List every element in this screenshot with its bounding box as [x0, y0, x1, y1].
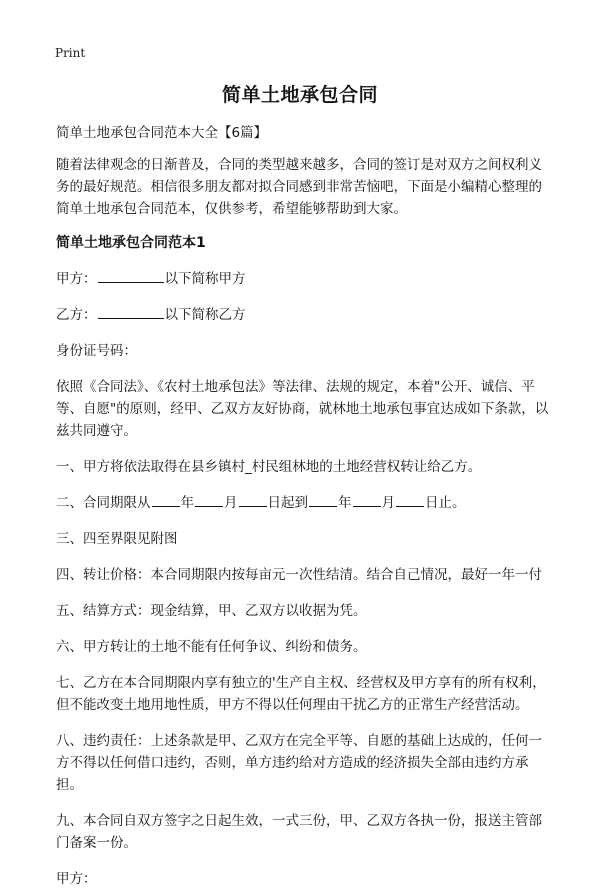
party-b-blank [98, 304, 164, 319]
start-year-blank [152, 492, 180, 507]
end-month-blank [353, 492, 381, 507]
party-a-suffix: 以下简称甲方 [164, 271, 246, 287]
section-heading: 简单土地承包合同范本1 [56, 235, 206, 251]
intro-paragraph: 随着法律观念的日渐普及，合同的类型越来越多，合同的签订是对双方之间权利义务的最好规范。相信很多朋友都对拟合同感到非常苦恼吧，下面是小编精心整理的简单土地承包合同范本，仅供参考，希望能够帮助到大家。 [56, 157, 542, 217]
end-year-blank [309, 492, 337, 507]
start-month-blank [195, 492, 223, 507]
end-day-label: 日止。 [425, 495, 466, 511]
party-b-suffix: 以下简称乙方 [164, 307, 246, 323]
document-subtitle: 简单土地承包合同范本大全【6篇】 [56, 125, 268, 141]
clause-4: 四、转让价格：本合同期限内按每亩元一次性结清。结合自己情况，最好一年一付 [56, 567, 542, 583]
clause-6: 六、甲方转让的土地不能有任何争议、纠纷和债务。 [56, 639, 367, 655]
clause-5: 五、结算方式：现金结算，甲、乙双方以收据为凭。 [56, 603, 367, 619]
end-month-label: 月 [381, 495, 395, 511]
party-a-line [56, 268, 552, 290]
page-title: 简单土地承包合同 [221, 84, 378, 106]
id-number-line: 身份证号码： [56, 343, 137, 359]
clause-3: 三、四至界限见附图 [56, 531, 178, 547]
preamble-paragraph: 依照《合同法》、《农村土地承包法》等法律、法规的规定，本着"公开、诚信、平等、自愿"的原则，经甲、乙双方友好协商，就林地土地承包事宜达成如下条款，以兹共同遵守。 [56, 379, 549, 439]
start-year-label: 年 [180, 495, 194, 511]
clause-1: 一、甲方将依法取得在县乡镇村_村民组林地的土地经营权转让给乙方。 [56, 459, 482, 475]
end-year-label: 年 [338, 495, 352, 511]
print-link[interactable]: Print [55, 46, 86, 60]
clause-7: 七、乙方在本合同期限内享有独立的'生产自主权、经营权及甲方享有的所有权利，但不能改变土地用地性质，甲方不得以任何理由干扰乙方的正常生产经营活动。 [56, 675, 546, 713]
end-day-blank [396, 492, 424, 507]
party-b-line [56, 304, 552, 326]
party-a-label: 甲方： [56, 271, 97, 287]
start-month-label: 月 [224, 495, 238, 511]
clause-2-prefix: 二、合同期限从 [56, 495, 151, 511]
clause-9: 九、本合同自双方签字之日起生效，一式三份，甲、乙双方各执一份，报送主管部门备案一份。 [56, 813, 542, 851]
start-day-blank [239, 492, 267, 507]
document-body [56, 122, 552, 890]
party-b-label: 乙方： [56, 307, 97, 323]
clause-8: 八、违约责任：上述条款是甲、乙双方在完全平等、自愿的基础上达成的，任何一方不得以任何借口违约，否则，单方违约给对方造成的经济损失全部由违约方承担。 [56, 733, 542, 793]
start-day-label: 日起到 [267, 495, 308, 511]
signature-party-a: 甲方： [56, 871, 97, 887]
party-a-blank [98, 268, 164, 283]
clause-2 [56, 492, 552, 514]
